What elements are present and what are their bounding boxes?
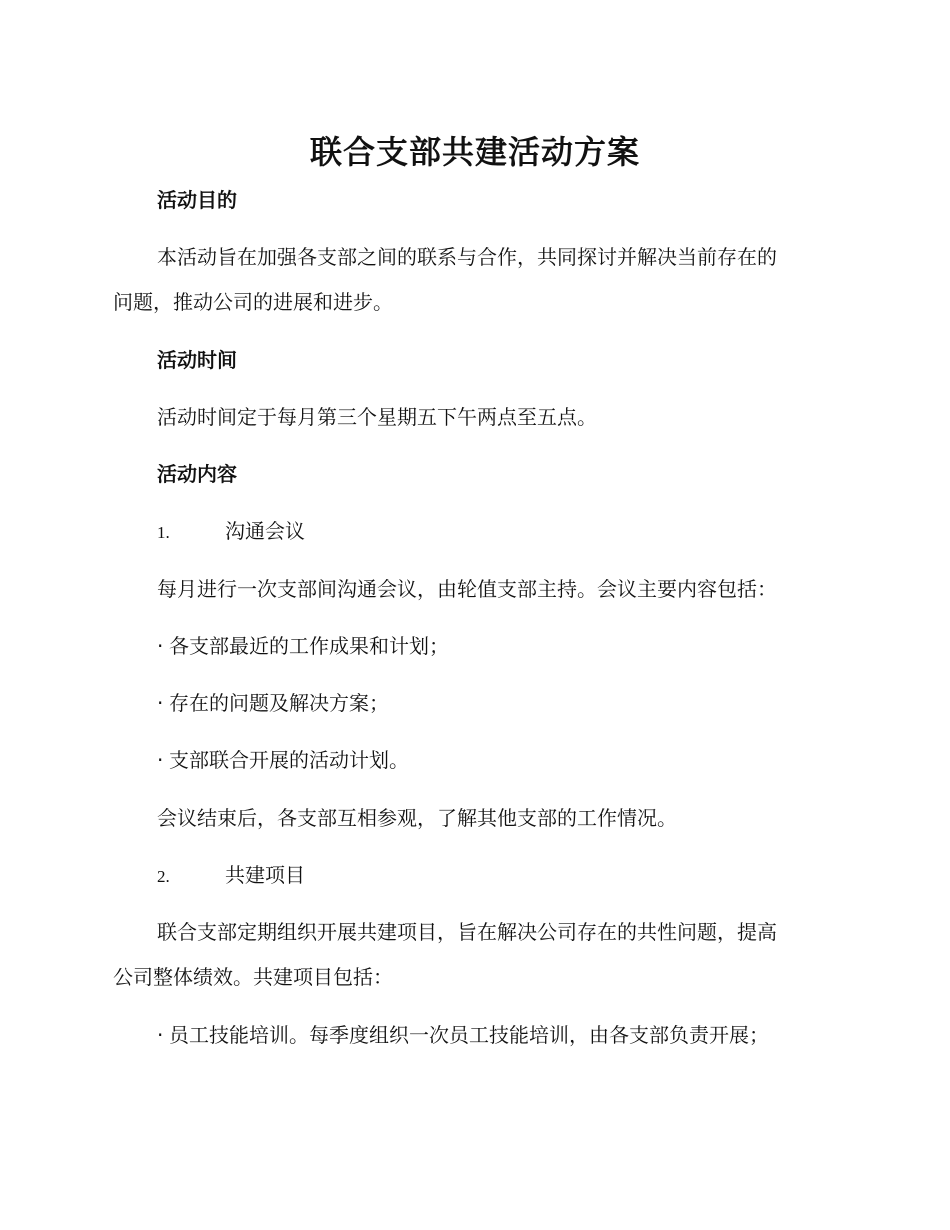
bullet-text: 存在的问题及解决方案； xyxy=(169,691,389,715)
section-heading-purpose: 活动目的 xyxy=(157,188,237,212)
purpose-paragraph-line-2: 问题，推动公司的进展和进步。 xyxy=(113,290,393,314)
bullet-symbol: · xyxy=(157,634,164,658)
bullet-symbol: · xyxy=(157,1023,164,1047)
section-heading-time: 活动时间 xyxy=(157,348,237,372)
list-item-2-number: 2. xyxy=(157,867,170,886)
item2-intro-line-2: 公司整体绩效。共建项目包括： xyxy=(113,965,393,989)
section-heading-content: 活动内容 xyxy=(157,462,237,486)
bullet-item xyxy=(157,689,389,717)
bullet-item xyxy=(157,1021,769,1049)
bullet-symbol: · xyxy=(157,691,164,715)
item2-intro-line-1: 联合支部定期组织开展共建项目，旨在解决公司存在的共性问题，提高 xyxy=(157,920,777,944)
bullet-symbol: · xyxy=(157,748,164,772)
bullet-text: 各支部最近的工作成果和计划； xyxy=(169,634,449,658)
list-item-1-number: 1. xyxy=(157,523,170,542)
bullet-item xyxy=(157,746,409,774)
item1-intro: 每月进行一次支部间沟通会议，由轮值支部主持。会议主要内容包括： xyxy=(157,577,777,601)
list-item-2-label: 共建项目 xyxy=(225,863,305,887)
bullet-text: 员工技能培训。每季度组织一次员工技能培训，由各支部负责开展； xyxy=(169,1023,769,1047)
bullet-text: 支部联合开展的活动计划。 xyxy=(169,748,409,772)
list-item-1-label: 沟通会议 xyxy=(225,519,305,543)
document-title: 联合支部共建活动方案 xyxy=(309,133,640,171)
list-item-1 xyxy=(157,517,305,547)
bullet-item xyxy=(157,632,449,660)
time-paragraph: 活动时间定于每月第三个星期五下午两点至五点。 xyxy=(157,405,597,429)
list-item-2 xyxy=(157,861,305,891)
purpose-paragraph-line-1: 本活动旨在加强各支部之间的联系与合作，共同探讨并解决当前存在的 xyxy=(157,245,777,269)
item1-outro: 会议结束后，各支部互相参观，了解其他支部的工作情况。 xyxy=(157,806,677,830)
